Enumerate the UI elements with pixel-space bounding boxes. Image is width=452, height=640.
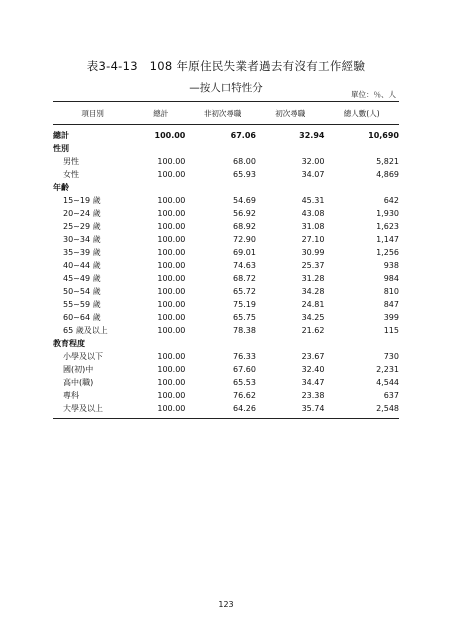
total-cell xyxy=(132,337,189,350)
first-time-cell: 31.28 xyxy=(301,274,325,283)
table-row xyxy=(53,207,399,220)
persons-cell xyxy=(324,142,399,155)
total-cell: 100.00 xyxy=(157,313,186,322)
total-cell: 100.00 xyxy=(157,391,186,400)
table-row xyxy=(53,402,399,419)
persons-cell: 4,544 xyxy=(376,378,399,387)
column-header-non-first-time: 非初次尋職 xyxy=(189,102,256,125)
persons-cell: 5,821 xyxy=(376,157,399,166)
total-cell: 100.00 xyxy=(157,300,186,309)
non-first-time-cell: 76.62 xyxy=(233,391,256,400)
first-time-cell xyxy=(256,181,325,194)
persons-cell: 2,548 xyxy=(324,402,399,419)
non-first-time-cell: 64.26 xyxy=(189,402,256,419)
first-time-cell: 34.47 xyxy=(301,378,325,387)
first-time-cell xyxy=(256,142,325,155)
non-first-time-cell: 65.93 xyxy=(233,170,256,179)
page-number: 123 xyxy=(218,600,234,609)
total-cell: 100.00 xyxy=(157,365,186,374)
table-subtitle: —按人口特性分 xyxy=(189,82,263,94)
total-cell: 100.00 xyxy=(157,352,186,361)
persons-cell: 847 xyxy=(383,300,399,309)
non-first-time-cell: 56.92 xyxy=(233,209,256,218)
row-label: 高中(職) xyxy=(63,378,94,387)
persons-cell: 1,930 xyxy=(376,209,399,218)
first-time-cell: 34.28 xyxy=(301,287,325,296)
first-time-cell: 32.00 xyxy=(301,157,325,166)
table-header xyxy=(53,102,399,125)
row-label: 55~59 歲 xyxy=(63,300,101,309)
table-row xyxy=(53,259,399,272)
first-time-cell: 34.25 xyxy=(301,313,325,322)
row-label: 60~64 歲 xyxy=(63,313,101,322)
row-label: 小學及以下 xyxy=(63,352,103,361)
column-header-persons: 總人數(人) xyxy=(324,102,399,125)
table-row xyxy=(53,389,399,402)
first-time-cell: 25.37 xyxy=(301,261,325,270)
non-first-time-cell: 68.72 xyxy=(233,274,256,283)
total-cell: 100.00 xyxy=(157,235,186,244)
column-header-item: 項目別 xyxy=(53,102,132,125)
non-first-time-cell: 67.06 xyxy=(230,131,256,140)
persons-cell xyxy=(324,337,399,350)
total-cell xyxy=(132,142,189,155)
table-row xyxy=(53,246,399,259)
non-first-time-cell xyxy=(189,181,256,194)
non-first-time-cell: 74.63 xyxy=(233,261,256,270)
first-time-cell: 27.10 xyxy=(301,235,325,244)
non-first-time-cell: 54.69 xyxy=(233,196,256,205)
row-label: 性別 xyxy=(53,144,69,153)
persons-cell: 4,869 xyxy=(376,170,399,179)
row-label: 國(初)中 xyxy=(63,365,94,374)
table-title: 表3-4-13 108 年原住民失業者過去有沒有工作經驗 xyxy=(86,59,366,73)
persons-cell: 1,256 xyxy=(376,248,399,257)
table-row xyxy=(53,233,399,246)
persons-cell: 399 xyxy=(383,313,399,322)
first-time-cell: 30.99 xyxy=(301,248,325,257)
total-cell: 100.00 xyxy=(157,326,186,335)
first-time-cell: 35.74 xyxy=(256,402,325,419)
non-first-time-cell: 69.01 xyxy=(233,248,256,257)
non-first-time-cell: 65.75 xyxy=(233,313,256,322)
persons-cell: 730 xyxy=(383,352,399,361)
total-cell: 100.00 xyxy=(157,196,186,205)
row-label: 65 歲及以上 xyxy=(63,326,108,335)
row-label: 男性 xyxy=(63,157,79,166)
persons-cell: 1,623 xyxy=(376,222,399,231)
persons-cell: 642 xyxy=(383,196,399,205)
total-cell: 100.00 xyxy=(157,274,186,283)
row-label: 15~19 歲 xyxy=(63,196,101,205)
non-first-time-cell: 68.92 xyxy=(233,222,256,231)
non-first-time-cell xyxy=(189,142,256,155)
row-label: 30~34 歲 xyxy=(63,235,101,244)
header-row xyxy=(53,102,399,125)
column-header-total: 總計 xyxy=(132,102,189,125)
table-row xyxy=(53,285,399,298)
non-first-time-cell: 65.53 xyxy=(233,378,256,387)
total-cell: 100.00 xyxy=(157,209,186,218)
non-first-time-cell: 75.19 xyxy=(233,300,256,309)
non-first-time-cell: 72.90 xyxy=(233,235,256,244)
persons-cell: 115 xyxy=(383,326,399,335)
non-first-time-cell: 67.60 xyxy=(233,365,256,374)
row-label: 教育程度 xyxy=(53,339,85,348)
persons-cell: 2,231 xyxy=(376,365,399,374)
non-first-time-cell: 76.33 xyxy=(233,352,256,361)
row-label: 50~54 歲 xyxy=(63,287,101,296)
total-cell: 100.00 xyxy=(157,248,186,257)
first-time-cell xyxy=(256,337,325,350)
first-time-cell: 23.38 xyxy=(301,391,325,400)
row-label: 20~24 歲 xyxy=(63,209,101,218)
table-row xyxy=(53,168,399,181)
first-time-cell: 21.62 xyxy=(301,326,325,335)
first-time-cell: 32.94 xyxy=(299,131,325,140)
persons-cell: 10,690 xyxy=(368,131,399,140)
total-cell: 100.00 xyxy=(157,170,186,179)
table-row xyxy=(53,220,399,233)
table-row xyxy=(53,194,399,207)
unit-note: 單位：％、人 xyxy=(351,90,396,99)
table-row xyxy=(53,311,399,324)
table-row xyxy=(53,272,399,285)
persons-cell: 938 xyxy=(383,261,399,270)
table-body xyxy=(53,125,399,419)
total-cell: 100.00 xyxy=(154,131,186,140)
row-label: 年齡 xyxy=(53,183,69,192)
persons-cell: 810 xyxy=(383,287,399,296)
section-row xyxy=(53,142,399,155)
total-cell xyxy=(132,181,189,194)
data-table xyxy=(53,101,399,419)
section-row xyxy=(53,181,399,194)
persons-cell: 637 xyxy=(383,391,399,400)
row-label: 40~44 歲 xyxy=(63,261,101,270)
total-cell: 100.00 xyxy=(157,157,186,166)
section-row xyxy=(53,337,399,350)
first-time-cell: 34.07 xyxy=(301,170,325,179)
row-label: 45~49 歲 xyxy=(63,274,101,283)
table-row xyxy=(53,324,399,337)
row-label: 25~29 歲 xyxy=(63,222,101,231)
column-header-first-time: 初次尋職 xyxy=(256,102,325,125)
non-first-time-cell: 68.00 xyxy=(233,157,256,166)
total-cell: 100.00 xyxy=(157,378,186,387)
table-row xyxy=(53,376,399,389)
total-cell: 100.00 xyxy=(157,222,186,231)
table-row xyxy=(53,363,399,376)
row-label: 35~39 歲 xyxy=(63,248,101,257)
total-cell: 100.00 xyxy=(132,402,189,419)
table-row xyxy=(53,155,399,168)
non-first-time-cell: 65.72 xyxy=(233,287,256,296)
persons-cell: 984 xyxy=(383,274,399,283)
first-time-cell: 24.81 xyxy=(301,300,325,309)
table-row xyxy=(53,350,399,363)
non-first-time-cell xyxy=(189,337,256,350)
row-label: 女性 xyxy=(63,170,79,179)
total-cell: 100.00 xyxy=(157,261,186,270)
persons-cell: 1,147 xyxy=(376,235,399,244)
row-label: 專科 xyxy=(63,391,79,400)
total-cell: 100.00 xyxy=(157,287,186,296)
persons-cell xyxy=(324,181,399,194)
first-time-cell: 32.40 xyxy=(301,365,325,374)
first-time-cell: 31.08 xyxy=(301,222,325,231)
row-label: 大學及以上 xyxy=(53,402,132,419)
non-first-time-cell: 78.38 xyxy=(233,326,256,335)
first-time-cell: 23.67 xyxy=(301,352,325,361)
row-label: 總計 xyxy=(53,131,69,140)
total-row xyxy=(53,125,399,143)
first-time-cell: 45.31 xyxy=(301,196,325,205)
table-row xyxy=(53,298,399,311)
first-time-cell: 43.08 xyxy=(301,209,325,218)
